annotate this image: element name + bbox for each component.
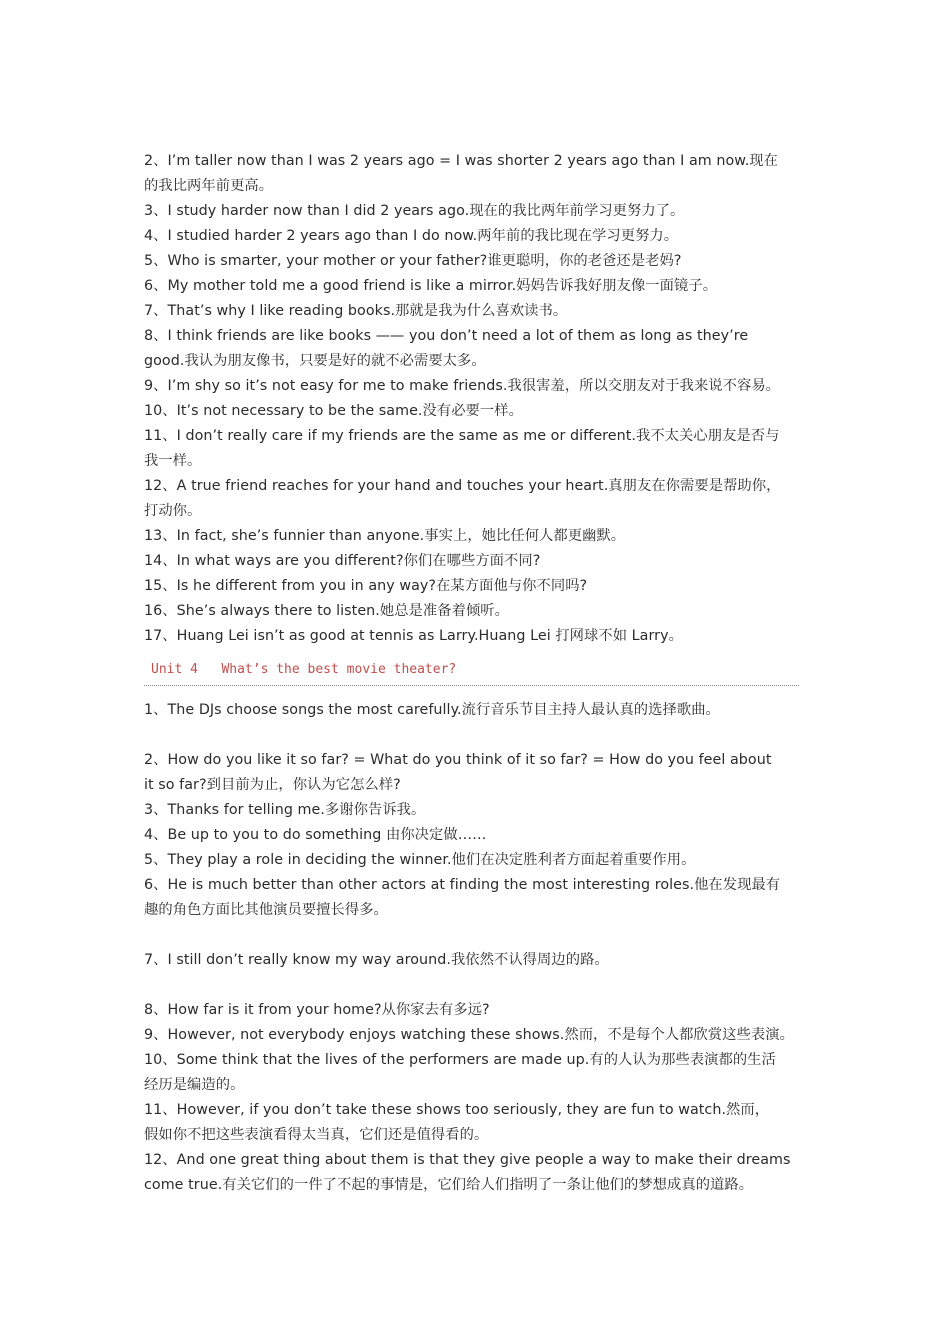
sentence-list-unit4 bbox=[144, 698, 814, 1198]
text-line: 的我比两年前更高。 bbox=[144, 178, 274, 194]
text-line: 11、I don’t really care if my friends are the same as me or different.我不太关心朋友是否与 bbox=[144, 428, 780, 444]
text-line: 5、Who is smarter, your mother or your father?谁更聪明，你的老爸还是老妈? bbox=[144, 253, 682, 269]
text-line: 打动你。 bbox=[144, 503, 202, 519]
text-line: 7、That’s why I like reading books.那就是我为什么喜欢读书。 bbox=[144, 303, 568, 319]
text-line: 我一样。 bbox=[144, 453, 202, 469]
text-line: 5、They play a role in deciding the winner.他们在决定胜利者方面起着重要作用。 bbox=[144, 852, 696, 868]
text-line: 1、The DJs choose songs the most carefully.流行音乐节目主持人最认真的选择歌曲。 bbox=[144, 702, 720, 718]
text-line: 10、It’s not necessary to be the same.没有必要一样。 bbox=[144, 403, 523, 419]
text-line: 15、Is he different from you in any way?在某方面他与你不同吗? bbox=[144, 578, 588, 594]
text-line: 假如你不把这些表演看得太当真，它们还是值得看的。 bbox=[144, 1127, 489, 1143]
text-line: 8、I think friends are like books —— you don’t need a lot of them as long as they’re bbox=[144, 328, 749, 344]
text-line: 13、In fact, she’s funnier than anyone.事实上，她比任何人都更幽默。 bbox=[144, 528, 626, 544]
text-line: 8、How far is it from your home?从你家去有多远? bbox=[144, 1002, 490, 1018]
text-line: 9、However, not everybody enjoys watching these shows.然而，不是每个人都欣赏这些表演。 bbox=[144, 1027, 794, 1043]
text-line: 11、However, if you don’t take these shows too seriously, they are fun to watch.然而， bbox=[144, 1102, 770, 1118]
blank-line bbox=[144, 973, 814, 998]
text-line: 趣的角色方面比其他演员要擅长得多。 bbox=[144, 902, 388, 918]
text-line: 2、How do you like it so far? = What do you think of it so far? = How do you feel about bbox=[144, 752, 772, 768]
text-line: 6、My mother told me a good friend is like a mirror.妈妈告诉我好朋友像一面镜子。 bbox=[144, 278, 718, 294]
unit-heading bbox=[144, 659, 799, 686]
text-line: 12、A true friend reaches for your hand and touches your heart.真朋友在你需要是帮助你， bbox=[144, 478, 781, 494]
text-line: 4、I studied harder 2 years ago than I do now.两年前的我比现在学习更努力。 bbox=[144, 228, 679, 244]
text-line: 6、He is much better than other actors at finding the most interesting roles.他在发现最有 bbox=[144, 877, 781, 893]
text-line: it so far?到目前为止，你认为它怎么样? bbox=[144, 777, 401, 793]
unit-heading-text: Unit 4 What’s the best movie theater? bbox=[151, 662, 457, 677]
text-line: come true.有关它们的一件了不起的事情是，它们给人们指明了一条让他们的梦想成真的道路。 bbox=[144, 1177, 754, 1193]
text-line: 14、In what ways are you different?你们在哪些方面不同? bbox=[144, 553, 541, 569]
sentence-list-unit3 bbox=[144, 149, 814, 649]
text-line: 3、Thanks for telling me.多谢你告诉我。 bbox=[144, 802, 426, 818]
text-line: 2、I’m taller now than I was 2 years ago = I was shorter 2 years ago than I am now.现在 bbox=[144, 153, 779, 169]
text-line: 3、I study harder now than I did 2 years ago.现在的我比两年前学习更努力了。 bbox=[144, 203, 685, 219]
text-line: 9、I’m shy so it’s not easy for me to make friends.我很害羞，所以交朋友对于我来说不容易。 bbox=[144, 378, 781, 394]
blank-line bbox=[144, 723, 814, 748]
text-line: 4、Be up to you to do something 由你决定做…… bbox=[144, 827, 487, 843]
text-line: 17、Huang Lei isn’t as good at tennis as Larry.Huang Lei 打网球不如 Larry。 bbox=[144, 628, 683, 644]
blank-line bbox=[144, 923, 814, 948]
text-line: 7、I still don’t really know my way around.我依然不认得周边的路。 bbox=[144, 952, 609, 968]
text-line: 16、She’s always there to listen.她总是准备着倾听。 bbox=[144, 603, 509, 619]
text-line: good.我认为朋友像书，只要是好的就不必需要太多。 bbox=[144, 353, 486, 369]
text-line: 经历是编造的。 bbox=[144, 1077, 245, 1093]
text-line: 10、Some think that the lives of the performers are made up.有的人认为那些表演都的生活 bbox=[144, 1052, 776, 1068]
text-line: 12、And one great thing about them is that they give people a way to make their dreams bbox=[144, 1152, 791, 1168]
